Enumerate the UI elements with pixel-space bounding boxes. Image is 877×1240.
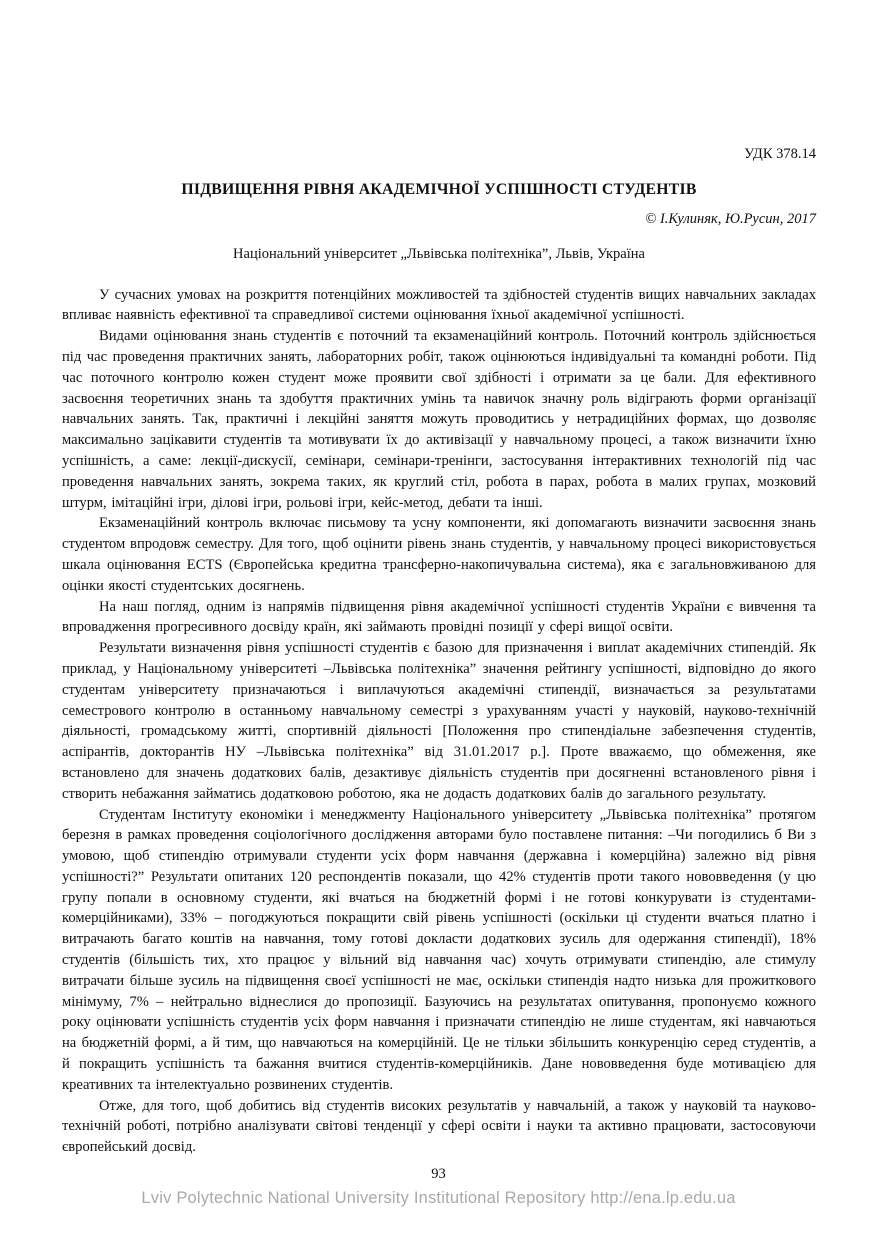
paragraph: Студентам Інституту економіки і менеджменту Національного університету „Львівська політехніка” протягом березня в рамках проведення соціологічного дослідження авторами було поставлене питання: –Чи погодились б Ви з умовою, щоб стипендію отримували студенти усіх форм навчання (державна і комерційна) залежно від рівня успішності?” Результати опитаних 120 респондентів показали, що 42% студентів проти такого нововведення (у цю групу попали в основному студенти, які вчаться на бюджетній формі і не готові конкурувати із студентами-комерційниками), 33% – погоджуються покращити свій рівень успішності (оскільки ці студенти вчаться платно і витрачають багато коштів на навчання, тому готові докласти додаткових зусиль для одержання стипендії), 18% студентів (більшість тих, хто працює у вільний від навчання час) хочуть отримувати стипендію, але стимулу витрачати більше зусиль на підвищення своєї успішності не має, оскільки стипендія надто низька для прожиткового мінімуму, 7% – нейтрально віднеслися до пропозиції. Базуючись на результатах опитування, пропонуємо кожного року оцінювати успішність студентів усіх форм навчання і призначати стипендію не лише студентам, які навчаються на бюджетній формі, а й тим, що навчаються на комерційній. Це не тільки збільшить конкуренцію серед студентів, а й покращить успішність та бажання вчитися студентів-комерційників. Дане нововведення буде мотивацією для креативних та інтелектуально розвинених студентів. <box>62 806 816 1093</box>
paragraph: Екзаменаційний контроль включає письмову та усну компоненти, які допомагають визначити засвоєння знань студентом впродовж семестру. Для того, щоб оцінити рівень знань студентів, у навчальному процесі використовується шкала оцінювання ECTS (Європейська кредитна трансферно-накопичувальна система), яка є загальновживаною для оцінки якості студентських досягнень. <box>62 515 816 594</box>
udc-classification: УДК 378.14 <box>744 146 816 162</box>
paragraph: Видами оцінювання знань студентів є поточний та екзаменаційний контроль. Поточний контроль здійснюється під час проведення практичних занять, лабораторних робіт, також оцінюються індивідуальні та командні роботи. Під час поточного контролю кожен студент може проявити свої здібності і отримати за це бали. Для ефективного засвоєння теоретичних знань та здобуття практичних умінь та навичок значну роль відіграють форми організації навчальних занять. Так, практичні і лекційні заняття можуть проводитись у нетрадиційних формах, що дозволяє максимально зацікавити студентів та мотивувати їх до активізації у навчальному процесі, а також визначити їхню успішність, а саме: лекції-дискусії, семінари, семінари-тренінги, застосування інтерактивних технологій під час проведення навчальних занять, зокрема таких, як круглий стіл, робота в парах, робота в малих групах, мозковий штурм, імітаційні ігри, ділові ігри, рольові ігри, кейс-метод, дебати та інші. <box>62 328 816 511</box>
article-title: ПІДВИЩЕННЯ РІВНЯ АКАДЕМІЧНОЇ УСПІШНОСТІ СТУДЕНТІВ <box>181 181 697 198</box>
paragraph: Результати визначення рівня успішності студентів є базою для призначення і виплат академічних стипендій. Як приклад, у Національному університеті –Львівська політехніка” значення рейтингу успішності, відповідно до якого студентам університету призначаються і виплачуються академічні стипендії, визначається за результатами семестрового контролю в останньому навчальному семестрі з урахуванням участі у науковій, науково-технічній діяльності, громадському житті, спортивній діяльності [Положення про стипендіальне забезпечення студентів, аспірантів, докторантів НУ –Львівська політехніка” від 31.01.2017 р.]. Проте вважаємо, що обмеження, яке встановлено для значень додаткових балів, дезактивує діяльність студентів при досягненні встановленого рівня і створить небажання займатись додатковою роботою, яка не додасть додаткових балів до загального результату. <box>62 640 816 802</box>
page-number: 93 <box>431 1166 446 1182</box>
article-body <box>62 285 816 1158</box>
paragraph: Отже, для того, щоб добитись від студентів високих результатів у навчальній, а також у науковій та науково-технічній роботі, потрібно аналізувати світові тенденції у сфері освіти і науки та активно працювати, застосовуючи європейський досвід. <box>62 1097 816 1156</box>
paragraph: У сучасних умовах на розкриття потенційних можливостей та здібностей студентів вищих навчальних закладах впливає наявність ефективної та справедливої системи оцінювання їхньої академічної успішності. <box>62 286 816 324</box>
paragraph: На наш погляд, одним із напрямів підвищення рівня академічної успішності студентів України є вивчення та впровадження прогресивного досвіду країн, які займають провідні позиції у сфері вищої освіти. <box>62 598 816 636</box>
page-content <box>0 146 877 1158</box>
affiliation: Національний університет „Львівська політехніка”, Львів, Україна <box>233 245 645 262</box>
copyright-authors: © І.Кулиняк, Ю.Русин, 2017 <box>645 210 816 227</box>
repository-watermark: Lviv Polytechnic National University Institutional Repository http://ena.lp.edu.ua <box>141 1189 736 1207</box>
